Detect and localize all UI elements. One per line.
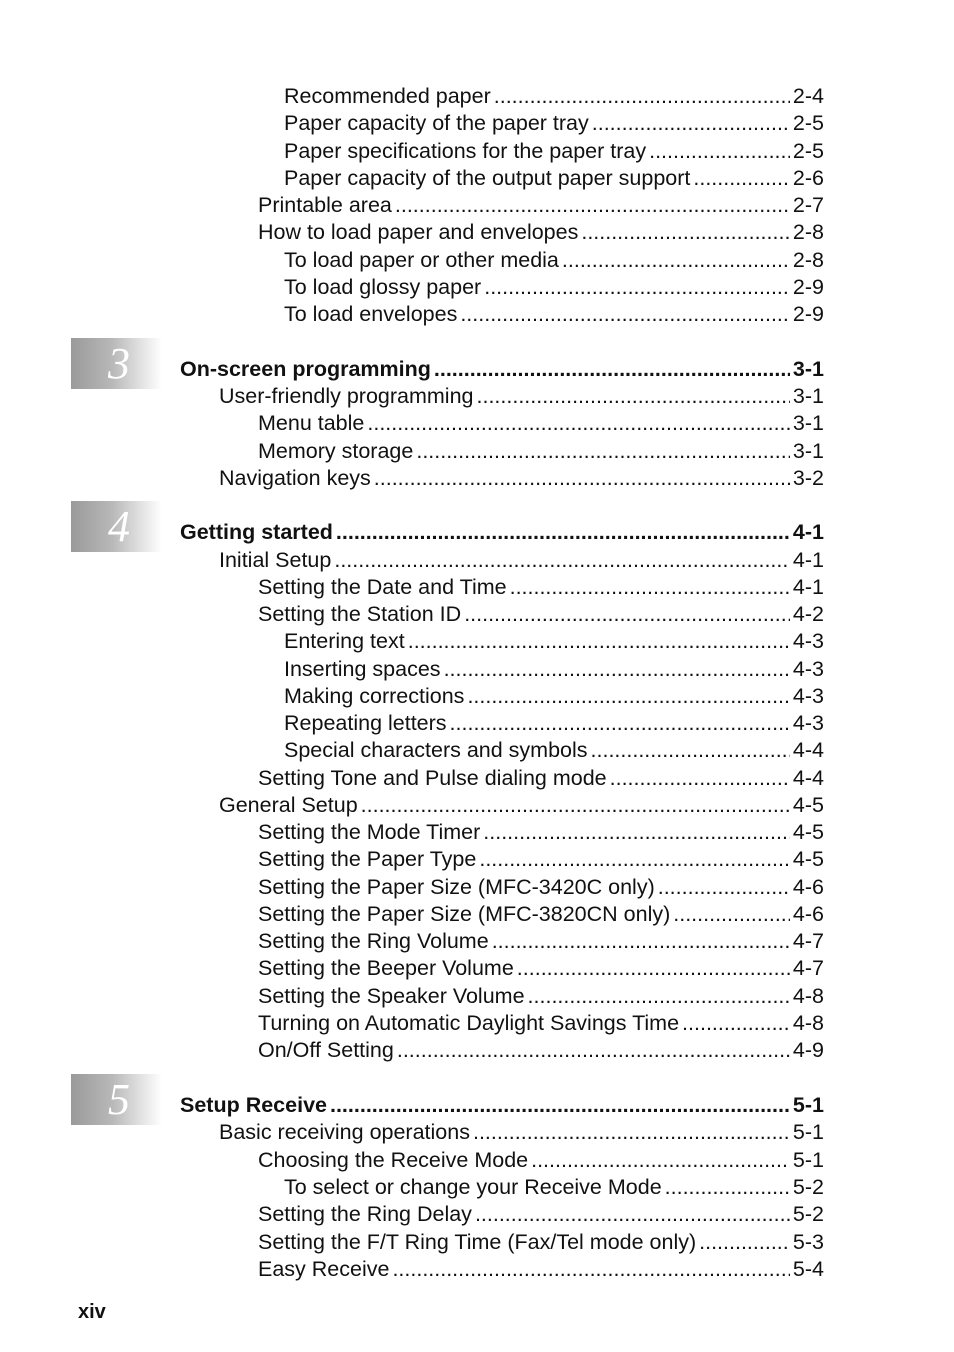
toc-entry-page: 2-8 (792, 248, 824, 272)
toc-entry-page: 4-2 (792, 602, 824, 626)
toc-entry-title: Choosing the Receive Mode (258, 1148, 529, 1172)
toc-entry-page: 4-5 (792, 793, 824, 817)
toc-entry-tone-pulse-dialing (258, 765, 824, 791)
toc-entry-title: To load paper or other media (284, 248, 559, 272)
toc-entry-page: 2-4 (792, 84, 824, 108)
toc-entry-page: 5-2 (792, 1202, 824, 1226)
toc-entry-page: 5-4 (792, 1257, 824, 1281)
toc-entry-paper-specifications (284, 138, 824, 164)
toc-entry-title: Setup Receive (180, 1093, 327, 1117)
toc-entry-ring-delay (258, 1201, 824, 1227)
toc-entry-navigation-keys (219, 465, 824, 491)
toc-entry-page: 5-3 (792, 1230, 824, 1254)
toc-entry-page: 5-1 (792, 1120, 824, 1144)
toc-entry-menu-table (258, 410, 824, 436)
toc-entry-title: To select or change your Receive Mode (284, 1175, 662, 1199)
toc-entry-inserting-spaces (284, 656, 824, 682)
toc-entry-title: Paper capacity of the paper tray (284, 111, 589, 135)
toc-entry-easy-receive (258, 1256, 824, 1282)
toc-entry-load-glossy-paper (284, 274, 824, 300)
toc-entry-title: Setting the Paper Size (MFC-3420C only) (258, 875, 655, 899)
toc-entry-title: Setting the Beeper Volume (258, 956, 514, 980)
toc-dot-leader (479, 846, 790, 872)
toc-entry-paper-size-3820cn (258, 901, 824, 927)
toc-entry-page: 3-1 (792, 357, 824, 381)
toc-entry-load-paper-envelopes (258, 219, 824, 245)
toc-entry-on-off-setting (258, 1037, 824, 1063)
toc-entry-entering-text (284, 628, 824, 654)
toc-entry-repeating-letters (284, 710, 824, 736)
toc-dot-leader (336, 519, 790, 545)
toc-entry-title: Memory storage (258, 439, 414, 463)
toc-dot-leader (649, 138, 790, 164)
toc-dot-leader (665, 1174, 790, 1200)
toc-dot-leader (658, 874, 790, 900)
toc-entry-page: 4-7 (792, 929, 824, 953)
toc-entry-title: On/Off Setting (258, 1038, 394, 1062)
toc-entry-title: Setting the Paper Size (MFC-3820CN only) (258, 902, 671, 926)
chapter-number: 3 (108, 339, 130, 388)
toc-entry-page: 4-8 (792, 984, 824, 1008)
toc-entry-recommended-paper (284, 83, 824, 109)
toc-entry-page: 5-2 (792, 1175, 824, 1199)
toc-entry-title: Setting the Station ID (258, 602, 462, 626)
toc-entry-page: 4-3 (792, 711, 824, 735)
toc-dot-leader (591, 737, 790, 763)
chapter-tab-4 (71, 501, 162, 552)
toc-entry-page: 4-9 (792, 1038, 824, 1062)
toc-entry-load-paper-media (284, 247, 824, 273)
toc-entry-page: 2-9 (792, 302, 824, 326)
toc-entry-title: Paper capacity of the output paper support (284, 166, 691, 190)
toc-entry-date-and-time (258, 574, 824, 600)
toc-entry-title: How to load paper and envelopes (258, 220, 579, 244)
toc-entry-title: Entering text (284, 629, 405, 653)
toc-dot-leader (517, 955, 790, 981)
toc-entry-user-friendly-programming (219, 383, 824, 409)
toc-entry-title: Navigation keys (219, 466, 371, 490)
toc-dot-leader (682, 1010, 790, 1036)
toc-entry-title: Initial Setup (219, 548, 332, 572)
toc-dot-leader (444, 656, 790, 682)
toc-entry-page: 4-4 (792, 766, 824, 790)
toc-entry-station-id (258, 601, 824, 627)
toc-entry-output-paper-support (284, 165, 824, 191)
toc-entry-title: User-friendly programming (219, 384, 474, 408)
toc-entry-title: Setting the Ring Volume (258, 929, 489, 953)
chapter-number: 4 (108, 502, 130, 551)
toc-entry-paper-type (258, 846, 824, 872)
toc-entry-special-characters (284, 737, 824, 763)
toc-dot-leader (374, 465, 790, 491)
toc-entry-title: Setting the F/T Ring Time (Fax/Tel mode only) (258, 1230, 697, 1254)
toc-entry-title: To load glossy paper (284, 275, 482, 299)
toc-entry-page: 3-1 (792, 439, 824, 463)
toc-entry-title: Paper specifications for the paper tray (284, 139, 647, 163)
toc-entry-general-setup (219, 792, 824, 818)
toc-entry-page: 5-1 (792, 1148, 824, 1172)
toc-entry-paper-size-3420c (258, 874, 824, 900)
toc-entry-select-receive-mode (284, 1174, 824, 1200)
toc-entry-basic-receiving (219, 1119, 824, 1145)
toc-dot-leader (492, 928, 790, 954)
toc-entry-page: 5-1 (792, 1093, 824, 1117)
toc-entry-page: 4-1 (792, 548, 824, 572)
toc-entry-page: 4-6 (792, 875, 824, 899)
toc-entry-page: 4-3 (792, 684, 824, 708)
page-number: xiv (78, 1301, 106, 1323)
toc-entry-page: 4-5 (792, 847, 824, 871)
toc-dot-leader (361, 792, 790, 818)
toc-entry-ring-volume (258, 928, 824, 954)
toc-entry-page: 4-7 (792, 956, 824, 980)
toc-entry-page: 4-5 (792, 820, 824, 844)
toc-entry-page: 4-1 (792, 520, 824, 544)
toc-entry-choosing-receive-mode (258, 1147, 824, 1173)
toc-dot-leader (581, 219, 790, 245)
toc-dot-leader (464, 601, 790, 627)
toc-dot-leader (610, 765, 790, 791)
toc-entry-ft-ring-time (258, 1229, 824, 1255)
toc-dot-leader (460, 301, 790, 327)
toc-chapter-setup-receive (180, 1092, 824, 1118)
toc-dot-leader (416, 438, 790, 464)
toc-entry-page: 4-4 (792, 738, 824, 762)
toc-entry-page: 4-6 (792, 902, 824, 926)
toc-entry-page: 4-3 (792, 629, 824, 653)
toc-dot-leader (494, 83, 790, 109)
toc-entry-page: 4-3 (792, 657, 824, 681)
toc-dot-leader (473, 1119, 790, 1145)
toc-dot-leader (434, 356, 790, 382)
toc-entry-title: Turning on Automatic Daylight Savings Time (258, 1011, 680, 1035)
toc-dot-leader (475, 1201, 790, 1227)
toc-entry-mode-timer (258, 819, 824, 845)
toc-entry-page: 2-6 (792, 166, 824, 190)
toc-entry-title: Special characters and symbols (284, 738, 588, 762)
toc-entry-title: Basic receiving operations (219, 1120, 470, 1144)
toc-dot-leader (562, 247, 790, 273)
toc-entry-title: Setting Tone and Pulse dialing mode (258, 766, 607, 790)
toc-entry-title: Easy Receive (258, 1257, 390, 1281)
toc-dot-leader (592, 110, 790, 136)
toc-dot-leader (367, 410, 790, 436)
toc-dot-leader (693, 165, 790, 191)
toc-entry-printable-area (258, 192, 824, 218)
toc-entry-page: 2-8 (792, 220, 824, 244)
toc-dot-leader (673, 901, 790, 927)
toc-entry-page: 3-2 (792, 466, 824, 490)
toc-entry-page: 3-1 (792, 411, 824, 435)
chapter-number: 5 (108, 1075, 130, 1124)
toc-dot-leader (450, 710, 790, 736)
toc-dot-leader (483, 819, 790, 845)
toc-entry-speaker-volume (258, 983, 824, 1009)
toc-dot-leader (510, 574, 790, 600)
toc-entry-title: Making corrections (284, 684, 465, 708)
toc-dot-leader (477, 383, 790, 409)
toc-dot-leader (528, 983, 790, 1009)
chapter-tab-3 (71, 338, 162, 389)
toc-entry-page: 2-5 (792, 139, 824, 163)
toc-dot-leader (330, 1092, 790, 1118)
toc-dot-leader (392, 1256, 789, 1282)
toc-entry-page: 4-8 (792, 1011, 824, 1035)
toc-entry-title: Getting started (180, 520, 333, 544)
toc-entry-title: Setting the Speaker Volume (258, 984, 525, 1008)
toc-dot-leader (467, 683, 789, 709)
toc-entry-daylight-savings (258, 1010, 824, 1036)
toc-entry-load-envelopes (284, 301, 824, 327)
toc-entry-title: Menu table (258, 411, 365, 435)
toc-entry-beeper-volume (258, 955, 824, 981)
toc-entry-making-corrections (284, 683, 824, 709)
toc-dot-leader (531, 1147, 790, 1173)
toc-entry-title: Setting the Paper Type (258, 847, 477, 871)
toc-entry-title: Inserting spaces (284, 657, 441, 681)
toc-entry-title: Printable area (258, 193, 392, 217)
toc-entry-memory-storage (258, 438, 824, 464)
toc-entry-page: 2-9 (792, 275, 824, 299)
toc-entry-title: General Setup (219, 793, 358, 817)
toc-dot-leader (395, 192, 790, 218)
toc-entry-title: Setting the Mode Timer (258, 820, 481, 844)
toc-entry-initial-setup (219, 547, 824, 573)
toc-entry-page: 4-1 (792, 575, 824, 599)
toc-dot-leader (484, 274, 790, 300)
toc-entry-title: Repeating letters (284, 711, 447, 735)
toc-entry-title: Setting the Date and Time (258, 575, 507, 599)
chapter-tab-5 (71, 1074, 162, 1125)
toc-dot-leader (334, 547, 790, 573)
toc-dot-leader (408, 628, 790, 654)
toc-entry-title: To load envelopes (284, 302, 458, 326)
toc-dot-leader (699, 1229, 790, 1255)
toc-entry-title: Recommended paper (284, 84, 491, 108)
toc-entry-page: 2-5 (792, 111, 824, 135)
toc-entry-page: 3-1 (792, 384, 824, 408)
toc-chapter-on-screen-programming (180, 356, 824, 382)
toc-chapter-getting-started (180, 519, 824, 545)
toc-entry-title: On-screen programming (180, 357, 431, 381)
toc-entry-paper-capacity-tray (284, 110, 824, 136)
toc-dot-leader (397, 1037, 790, 1063)
toc-entry-title: Setting the Ring Delay (258, 1202, 472, 1226)
toc-entry-page: 2-7 (792, 193, 824, 217)
